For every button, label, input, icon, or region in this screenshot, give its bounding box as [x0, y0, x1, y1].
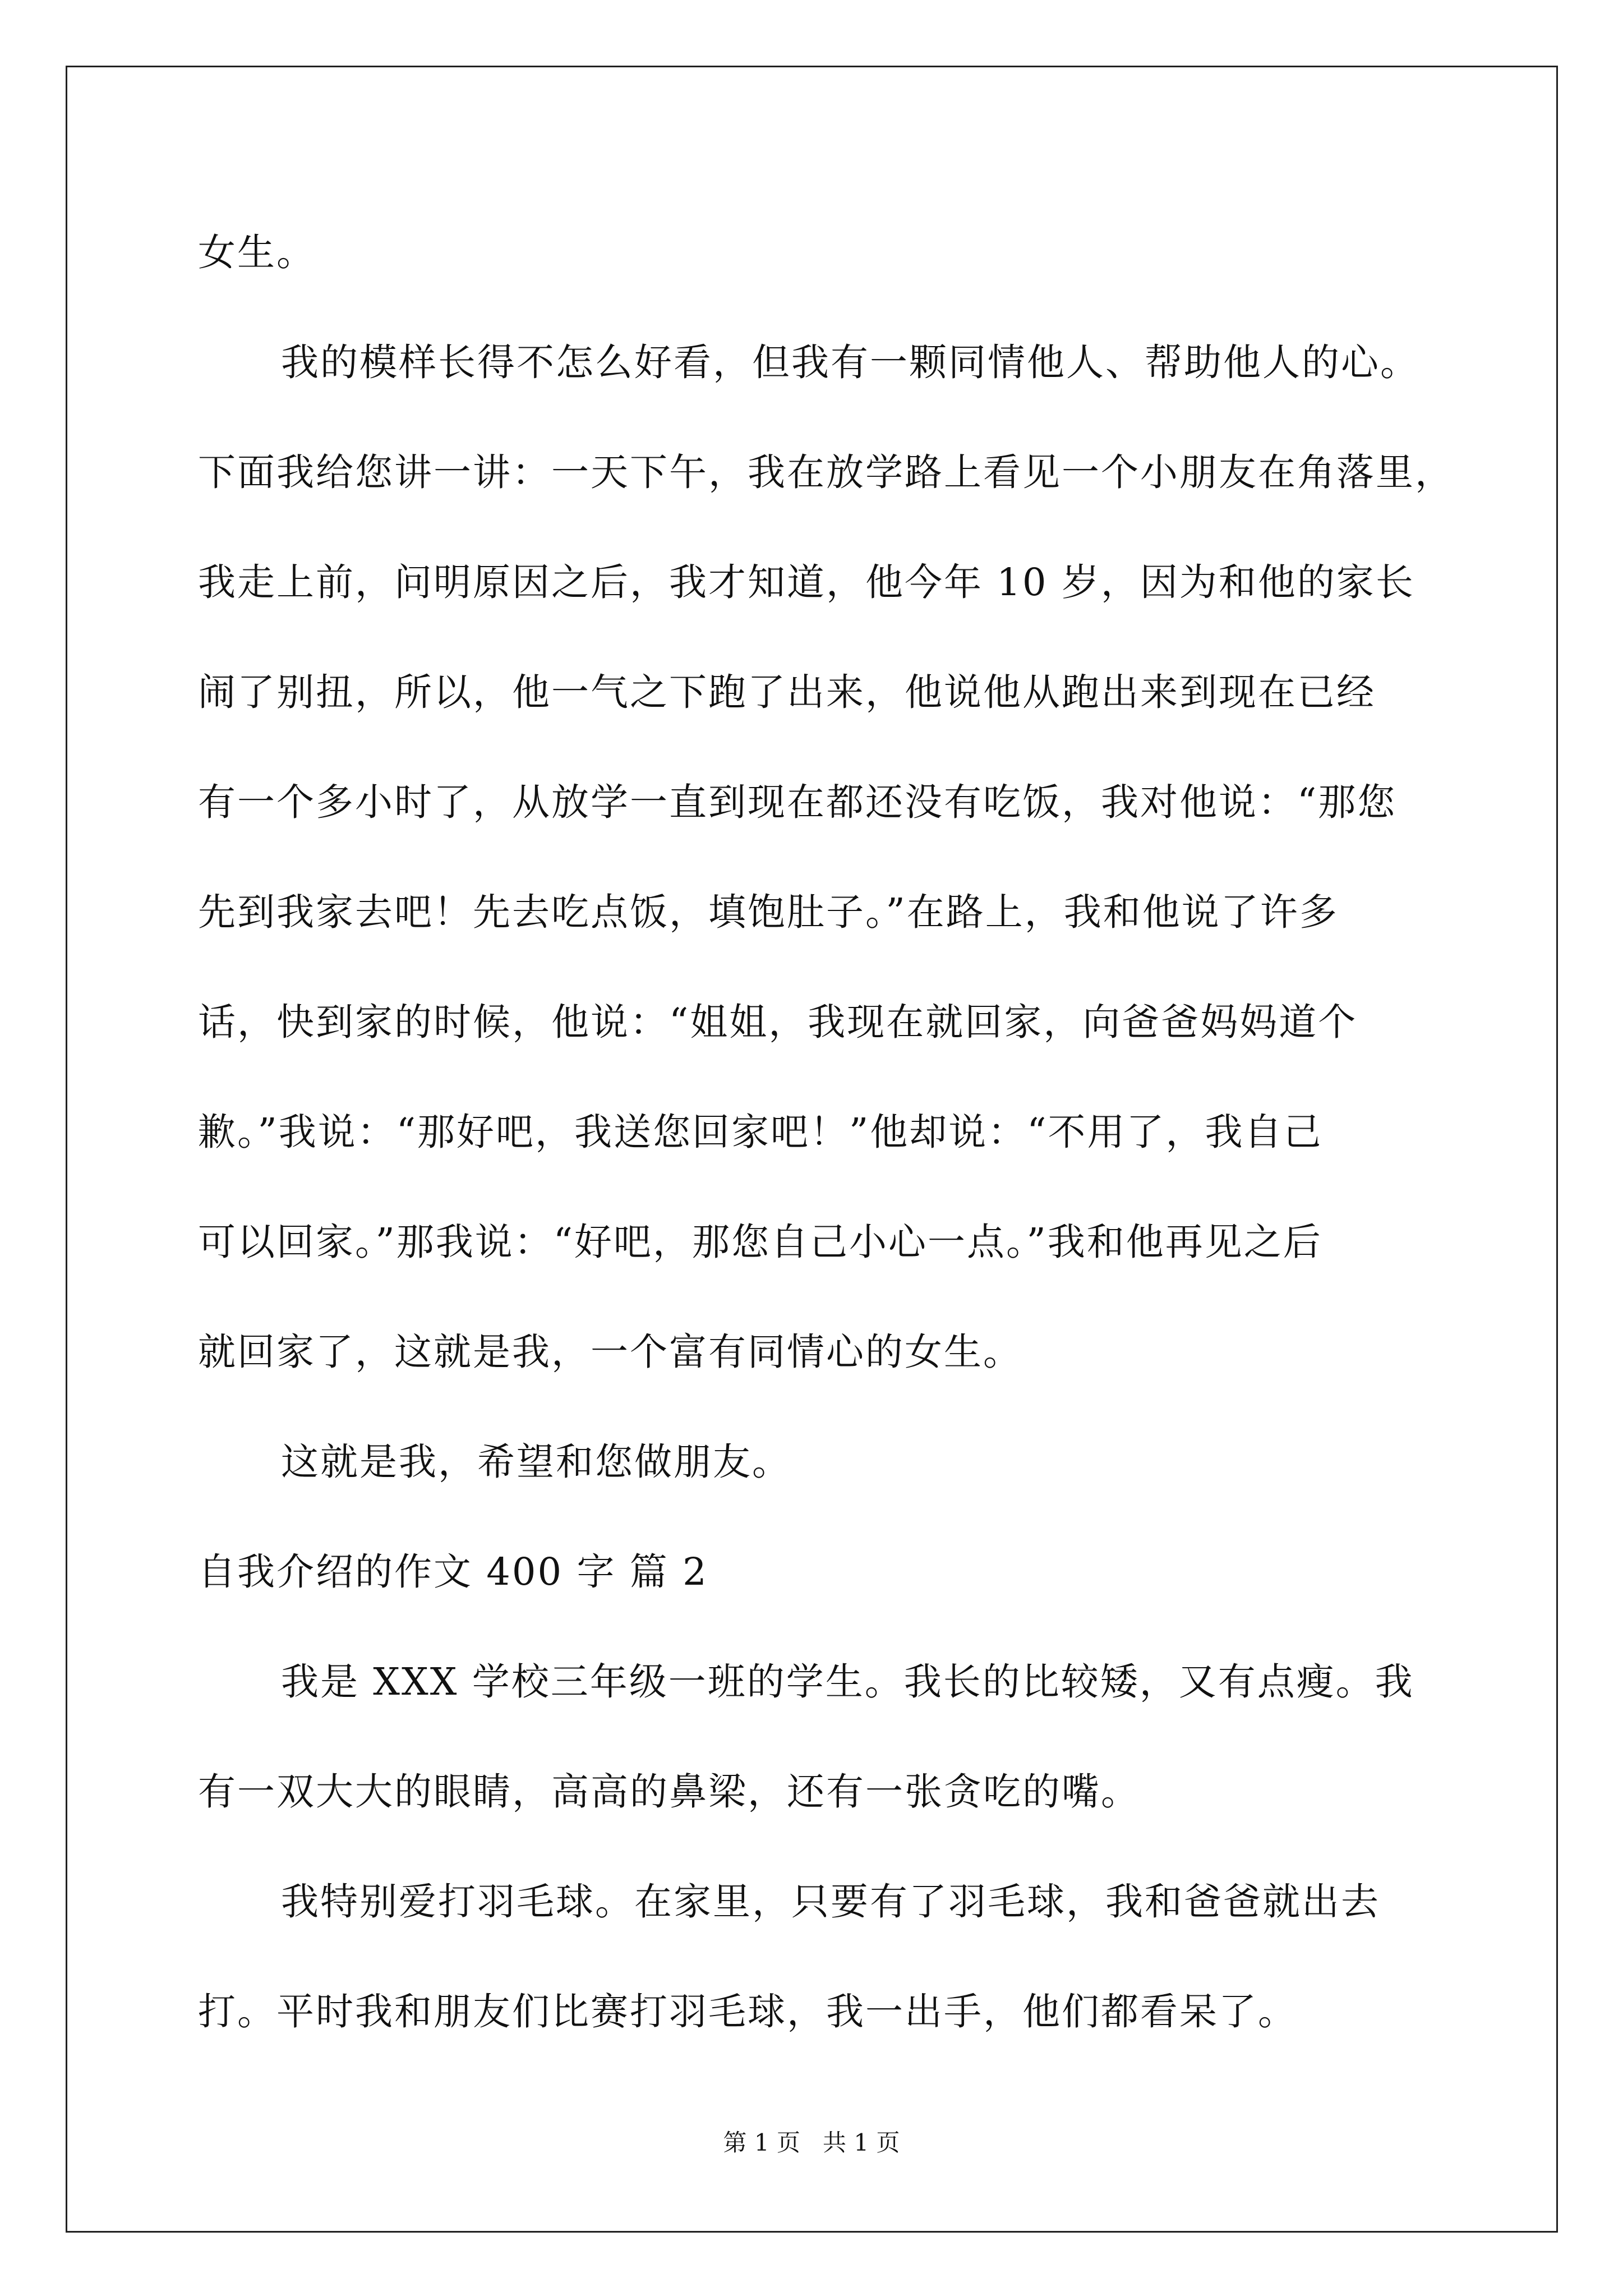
text-line: 有一个多小时了，从放学一直到现在都还没有吃饭，我对他说：“那您: [198, 780, 1397, 824]
text-line: 打。平时我和朋友们比赛打羽毛球，我一出手，他们都看呆了。: [198, 1990, 1297, 2033]
text-line: 话，快到家的时候，他说：“姐姐，我现在就回家，向爸爸妈妈道个: [198, 1000, 1358, 1044]
text-line: 有一双大大的眼睛，高高的鼻梁，还有一张贪吃的嘴。: [198, 1770, 1140, 1814]
text-line: 可以回家。”那我说：“好吧，那您自己小心一点。”我和他再见之后: [198, 1220, 1322, 1264]
text-line: 我特别爱打羽毛球。在家里，只要有了羽毛球，我和爸爸就出去: [281, 1880, 1380, 1924]
text-line: 我的模样长得不怎么好看，但我有一颗同情他人、帮助他人的心。: [281, 341, 1419, 384]
text-line: 先到我家去吧！先去吃点饭，填饱肚子。”在路上，我和他说了许多: [198, 890, 1339, 934]
page-footer: 第 1 页 共 1 页: [723, 2129, 900, 2156]
text-line: 下面我给您讲一讲：一天下午，我在放学路上看见一个小朋友在角落里，: [198, 450, 1454, 494]
text-line: 闹了别扭，所以，他一气之下跑了出来，他说他从跑出来到现在已经: [198, 670, 1376, 714]
document-body: [198, 213, 1454, 2082]
text-line: 我是 XXX 学校三年级一班的学生。我长的比较矮，又有点瘦。我: [281, 1660, 1414, 1704]
text-line: 女生。: [198, 231, 316, 274]
text-line: 自我介绍的作文 400 字 篇 2: [198, 1550, 708, 1594]
text-line: 歉。”我说：“那好吧，我送您回家吧！”他却说：“不用了，我自己: [198, 1110, 1323, 1154]
text-line: 我走上前，问明原因之后，我才知道，他今年 10 岁，因为和他的家长: [198, 560, 1415, 604]
text-line: 就回家了，这就是我，一个富有同情心的女生。: [198, 1330, 1022, 1374]
text-line: 这就是我，希望和您做朋友。: [281, 1440, 791, 1484]
